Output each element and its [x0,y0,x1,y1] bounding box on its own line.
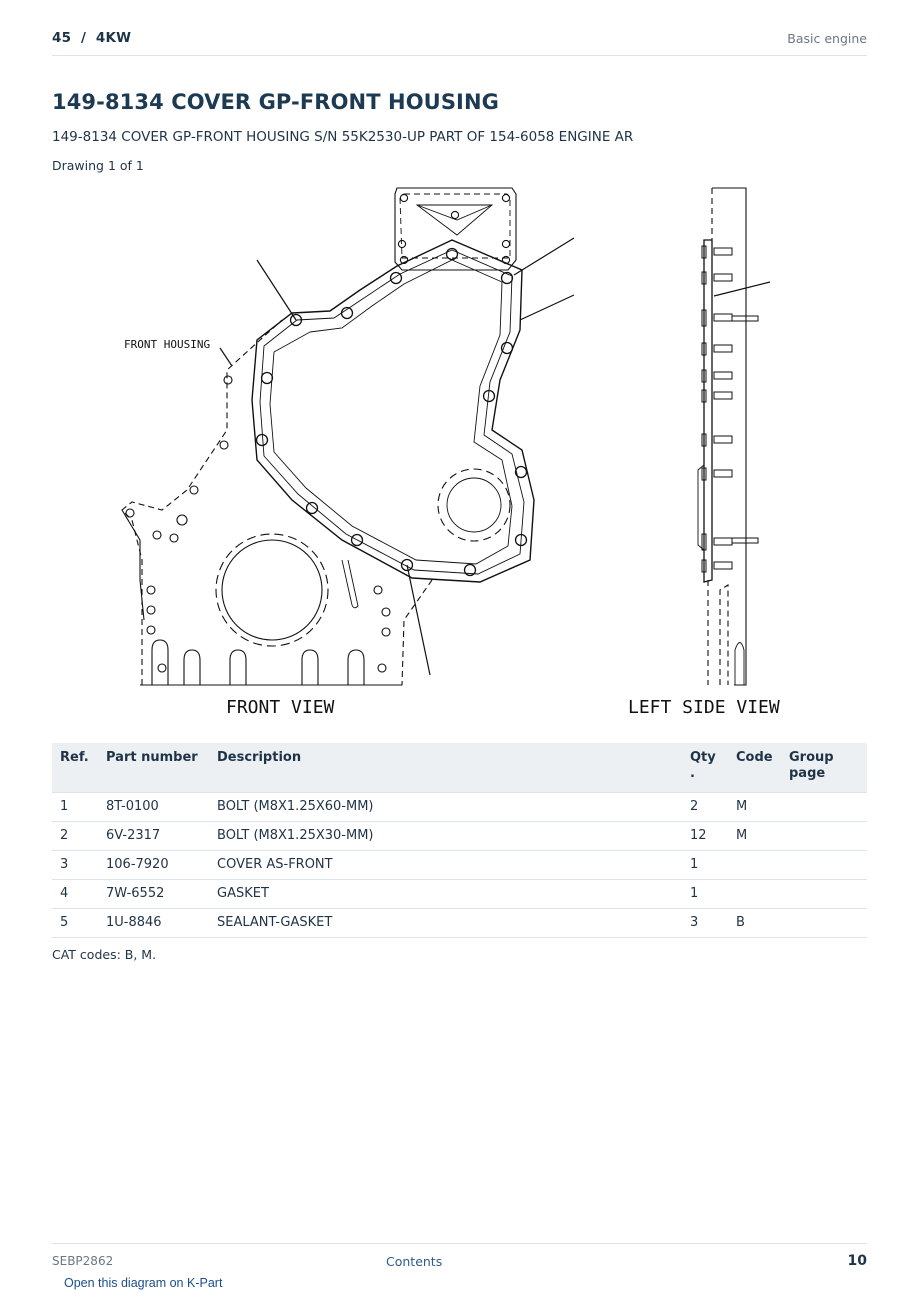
page-footer [52,1243,867,1273]
table-row [52,792,867,821]
cell-qty: 2 [682,792,728,821]
front-view-label: FRONT VIEW [226,697,335,718]
front-housing-label: FRONT HOUSING [124,338,211,351]
cell-qty: 1 [682,879,728,908]
cell-description: SEALANT-GASKET [209,908,682,937]
table-row [52,879,867,908]
column-header-group-page: Group page [781,743,867,792]
table-row [52,850,867,879]
cell-ref: 1 [52,792,98,821]
page-subtitle: 149-8134 COVER GP-FRONT HOUSING S/N 55K2530-UP PART OF 154-6058 ENGINE AR [52,129,634,145]
cell-part-number: 1U-8846 [98,908,209,937]
cell-code [728,879,781,908]
parts-diagram [52,180,867,725]
cell-group-page [781,850,867,879]
table-row [52,908,867,937]
page-reference: 45 / 4KW [52,30,132,46]
drawing-count: Drawing 1 of 1 [52,158,144,173]
document-id: SEBP2862 [52,1254,114,1268]
cell-description: COVER AS-FRONT [209,850,682,879]
left-side-view-label: LEFT SIDE VIEW [628,697,780,718]
cell-ref: 4 [52,879,98,908]
cell-part-number: 106-7920 [98,850,209,879]
cell-qty: 3 [682,908,728,937]
cell-part-number: 8T-0100 [98,792,209,821]
table-row [52,821,867,850]
column-header-code: Code [728,743,781,792]
page-number: 10 [847,1253,867,1269]
parts-table [52,743,867,938]
section-name: Basic engine [787,31,867,46]
cell-group-page [781,879,867,908]
cell-group-page [781,908,867,937]
column-header-description: Description [209,743,682,792]
cell-group-page [781,821,867,850]
cell-code [728,850,781,879]
cell-ref: 2 [52,821,98,850]
cell-description: BOLT (M8X1.25X30-MM) [209,821,682,850]
cell-part-number: 7W-6552 [98,879,209,908]
cat-codes-note: CAT codes: B, M. [52,947,157,962]
cell-part-number: 6V-2317 [98,821,209,850]
cell-group-page [781,792,867,821]
contents-link[interactable]: Contents [386,1254,443,1269]
page-header [52,28,867,56]
cell-description: GASKET [209,879,682,908]
table-header-row [52,743,867,792]
cell-code: B [728,908,781,937]
column-header-qty: Qty . [682,743,728,792]
cell-ref: 5 [52,908,98,937]
column-header-part-number: Part number [98,743,209,792]
cell-code: M [728,792,781,821]
cell-ref: 3 [52,850,98,879]
cell-qty: 1 [682,850,728,879]
open-diagram-link[interactable]: Open this diagram on K-Part [64,1276,223,1290]
cell-code: M [728,821,781,850]
front-housing [122,320,282,685]
page-title: 149-8134 COVER GP-FRONT HOUSING [52,90,499,114]
column-header-ref: Ref. [52,743,98,792]
cell-description: BOLT (M8X1.25X60-MM) [209,792,682,821]
cell-qty: 12 [682,821,728,850]
